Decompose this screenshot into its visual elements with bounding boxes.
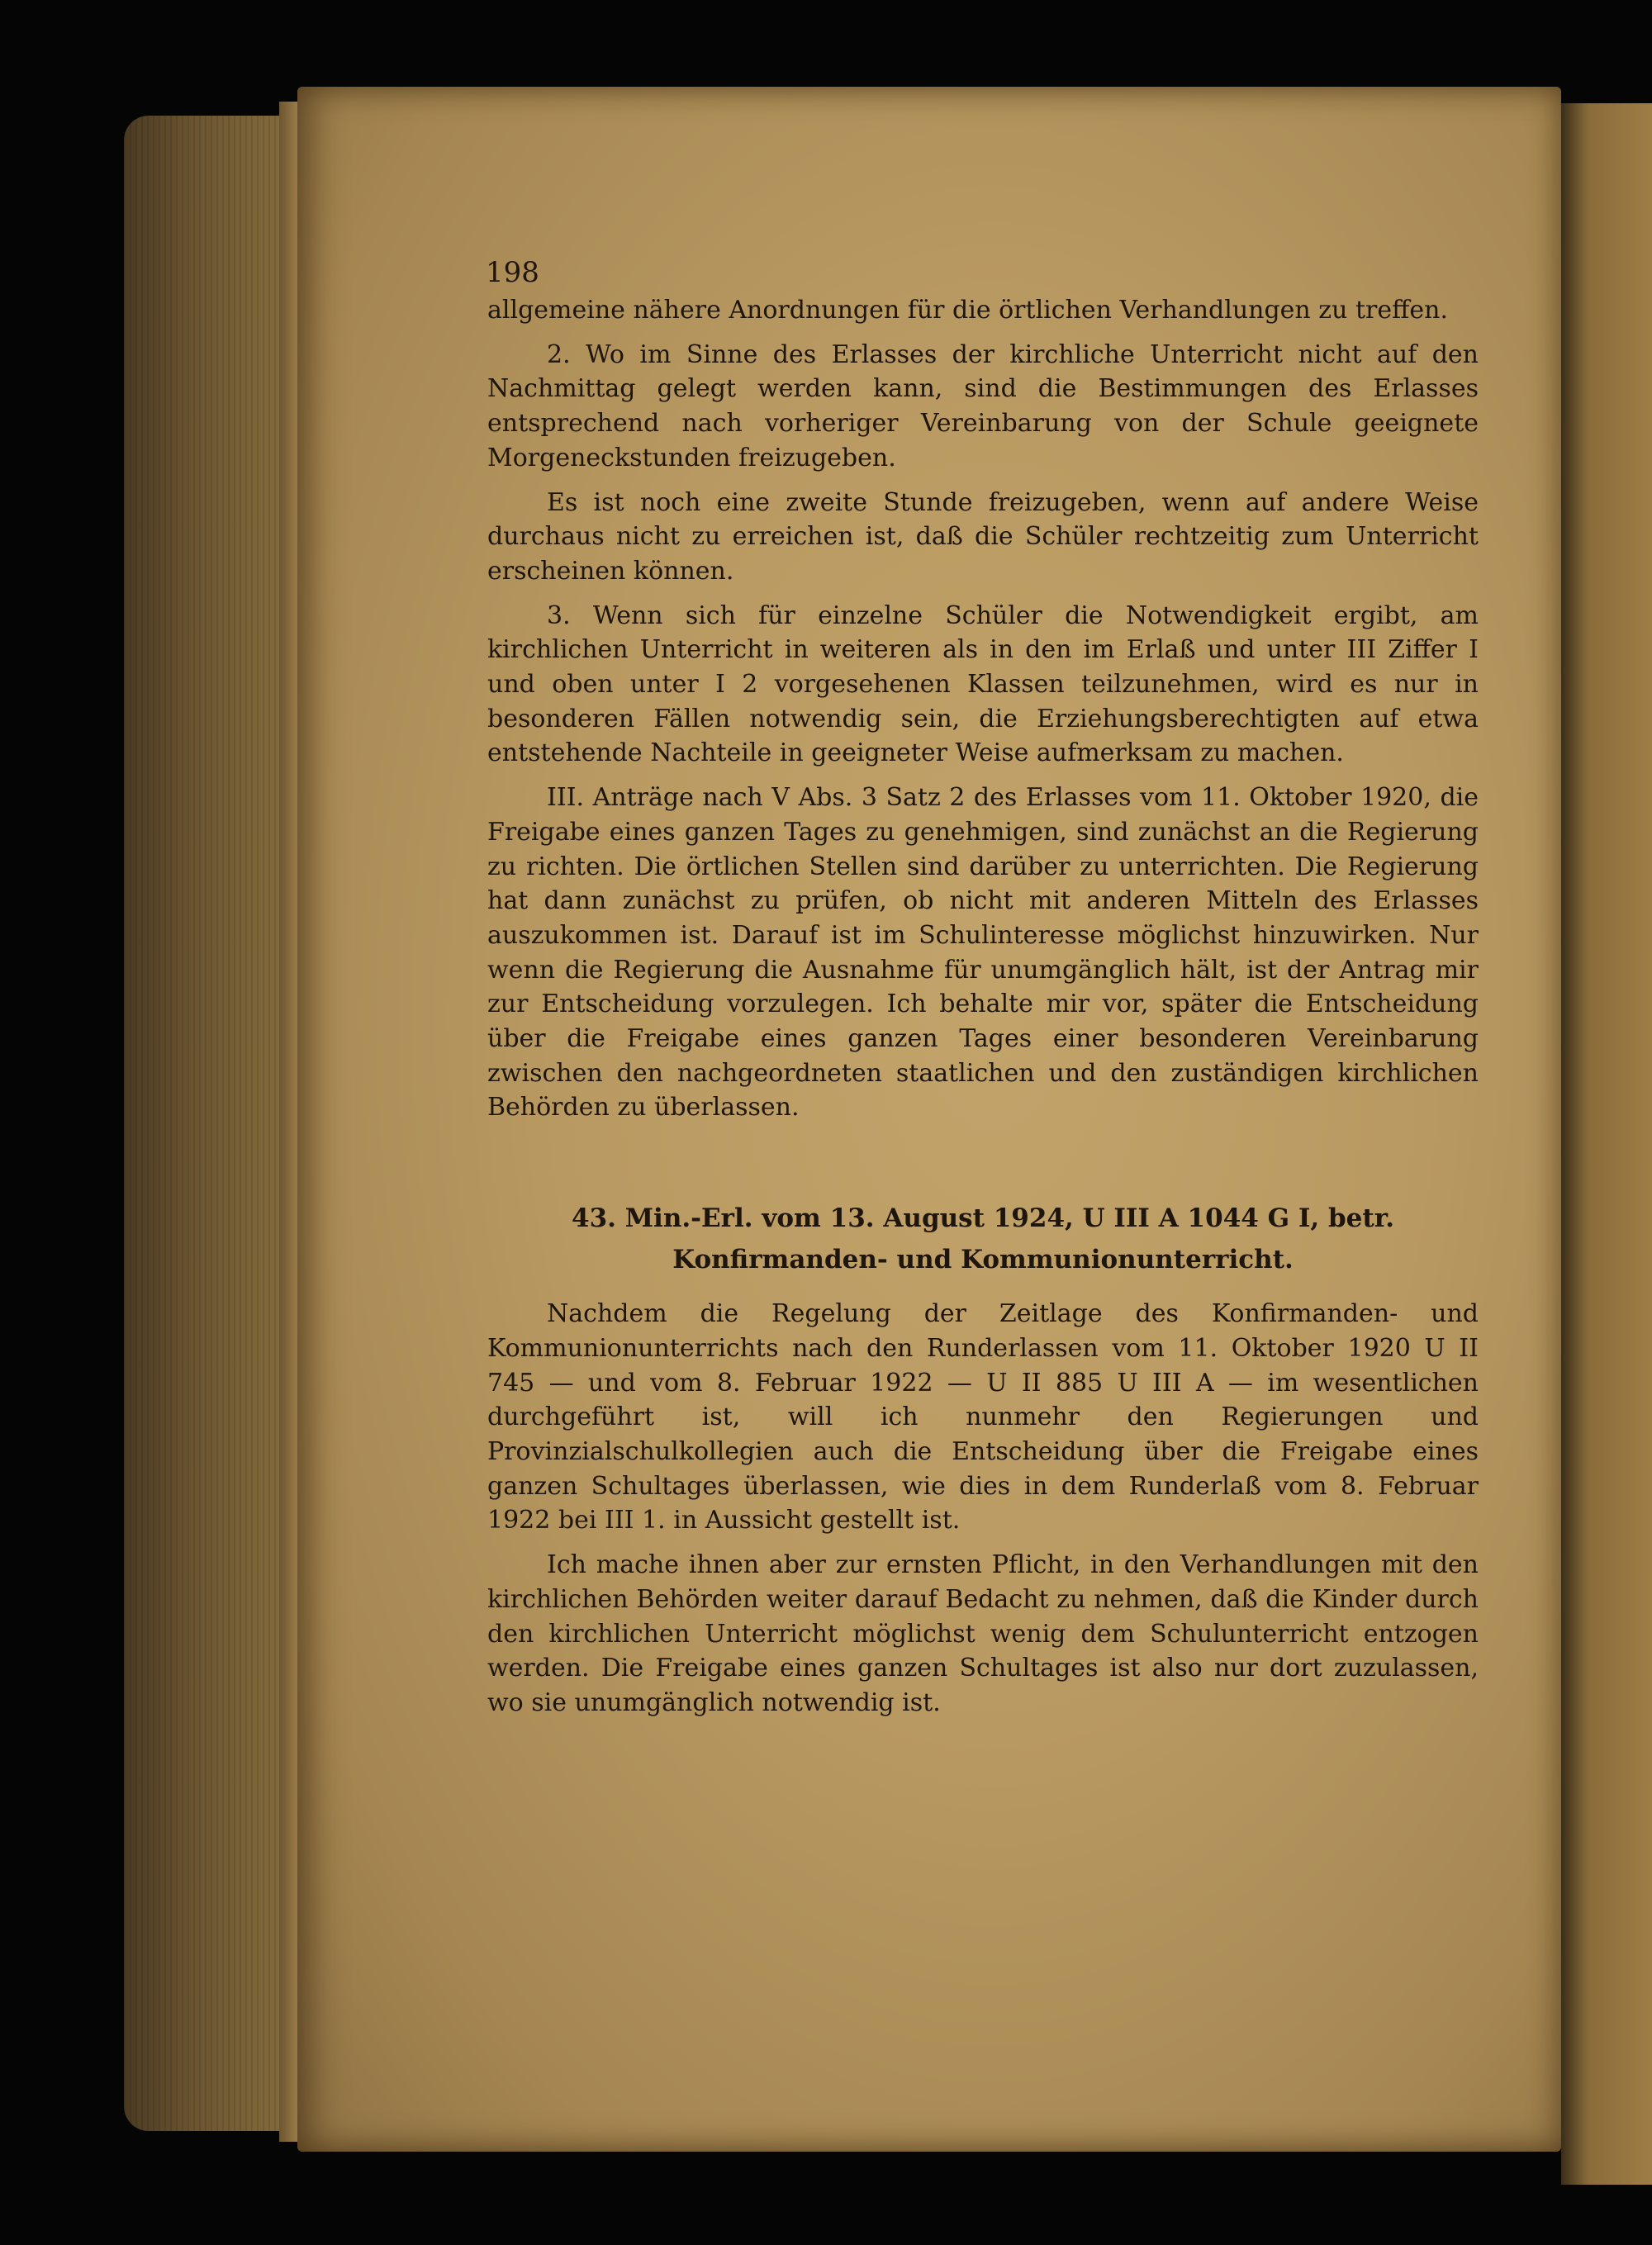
heading-line: Konfirmanden- und Kommunionunterricht. bbox=[672, 1245, 1294, 1275]
section-heading bbox=[487, 1198, 1479, 1280]
page-number: 198 bbox=[486, 256, 539, 289]
paragraph: Nachdem die Regelung der Zeitlage des Konfirmanden- und Kommunionunterrichts nach den Runderlassen vom 11. Oktober 1920 U II 745 — und vom 8. Februar 1922 — U II 885 U III A — im wesentlichen durchgeführt ist, will ich nunmehr den Regierungen und Provinzialschulkollegien auch die Entscheidung über die Freigabe eines ganzen Schultages überlassen, wie dies in dem Runderlaß vom 8. Februar 1922 bei III 1. in Aussicht gestellt ist. bbox=[487, 1299, 1479, 1535]
page-text bbox=[487, 293, 1479, 1730]
paragraph: 2. Wo im Sinne des Erlasses der kirchliche Unterricht nicht auf den Nachmittag gelegt werden kann, sind die Bestimmungen des Erlasses entsprechend nach vorheriger Vereinbarung von der Schule geeignete Morgeneckstunden freizugeben. bbox=[487, 339, 1479, 472]
paragraph: III. Anträge nach V Abs. 3 Satz 2 des Erlasses vom 11. Oktober 1920, die Freigabe eines ganzen Tages zu genehmigen, sind zunächst an die Regierung zu richten. Die örtlichen Stellen sind darüber zu unterrichten. Die Regierung hat dann zunächst zu prüfen, ob nicht mit anderen Mitteln des Erlasses auszukommen ist. Darauf ist im Schulinteresse möglichst hinzuwirken. Nur wenn die Regierung die Ausnahme für unumgänglich hält, ist der Antrag mir zur Entscheidung vorzulegen. Ich behalte mir vor, später die Entscheidung über die Freigabe eines ganzen Tages einer besonderen Vereinbarung zwischen den nachgeordneten staatlichen und den zuständigen kirchlichen Behörden zu überlassen. bbox=[487, 783, 1479, 1122]
paragraph: 3. Wenn sich für einzelne Schüler die Notwendigkeit ergibt, am kirchlichen Unterricht in weiteren als in den im Erlaß und unter III Ziffer I und oben unter I 2 vorgesehenen Klassen teilzunehmen, wird es nur in besonderen Fällen notwendig sein, die Erziehungsberechtigten auf etwa entstehende Nachteile in geeigneter Weise aufmerksam zu machen. bbox=[487, 600, 1479, 768]
heading-line: 43. Min.-Erl. vom 13. August 1924, U III A 1044 G I, betr. bbox=[572, 1203, 1394, 1234]
paragraph: allgemeine nähere Anordnungen für die örtlichen Verhandlungen zu treffen. bbox=[487, 296, 1449, 325]
facing-page-edge bbox=[1561, 103, 1652, 2185]
paragraph: Es ist noch eine zweite Stunde freizugeben, wenn auf andere Weise durchaus nicht zu erreichen ist, daß die Schüler rechtzeitig zum Unterricht erscheinen können. bbox=[487, 487, 1479, 586]
paragraph: Ich mache ihnen aber zur ernsten Pflicht, in den Verhandlungen mit den kirchlichen Behörden weiter darauf Bedacht zu nehmen, daß die Kinder durch den kirchlichen Unterricht möglichst wenig dem Schulunterricht entzogen werden. Die Freigabe eines ganzen Schultages ist also nur dort zuzulassen, wo sie unumgänglich notwendig ist. bbox=[487, 1550, 1479, 1717]
book-page bbox=[297, 87, 1561, 2152]
